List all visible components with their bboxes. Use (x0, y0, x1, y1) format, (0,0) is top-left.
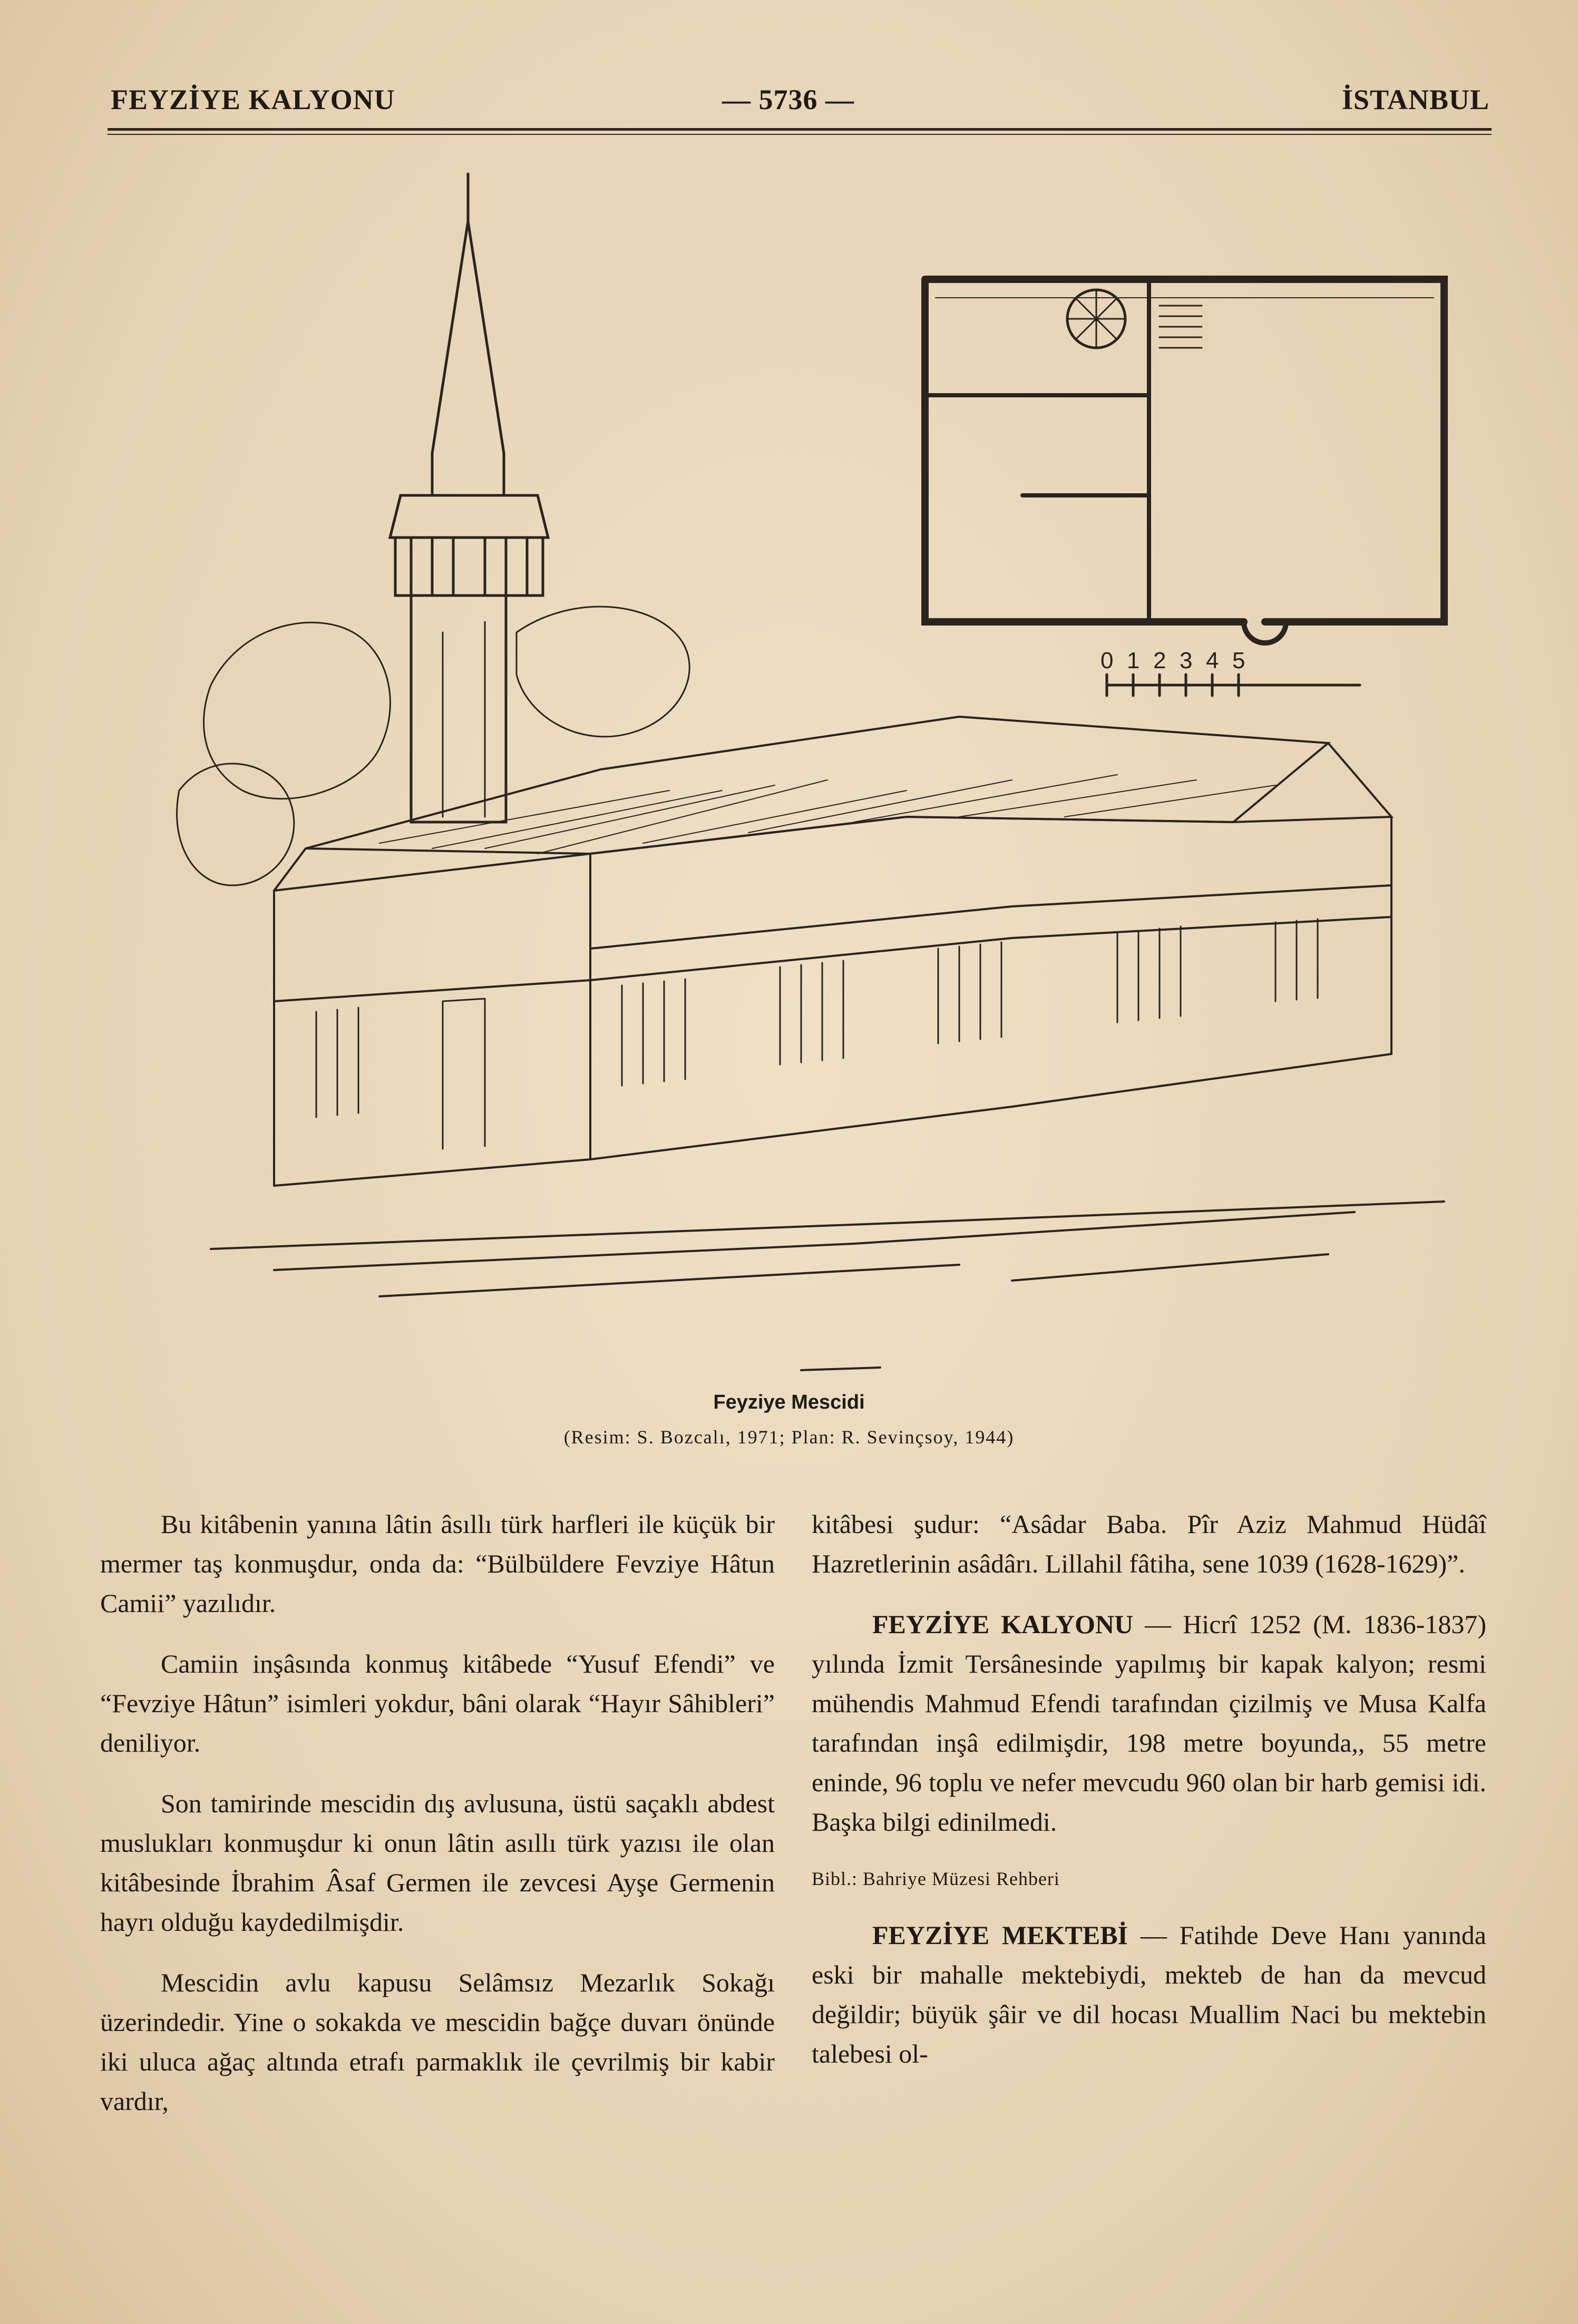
roof-hatching (379, 775, 1275, 854)
mosque-illustration (116, 158, 1486, 1412)
figure-caption-title: Feyziye Mescidi (713, 1391, 865, 1413)
entry-feyziye-kalyonu (812, 1605, 1486, 1842)
paragraph: Bu kitâbenin yanına lâtin âsıllı türk harfleri ile küçük bir mermer taş konmuşdur, onda da: “Bülbüldere Fevziye Hâtun Camii” yazılıdır. (100, 1509, 775, 1618)
header-entry-title: FEYZİYE KALYONU (111, 84, 395, 115)
running-header (111, 83, 1489, 125)
entry-title: FEYZİYE MEKTEBİ (872, 1920, 1128, 1950)
entry-text: — Hicrî 1252 (M. 1836-1837) yılında İzmit Tersânesinde yapılmış bir kapak kalyon; resmi mühendis Mahmud Efendi tarafından çizilmiş ve Musa Kalfa tarafından inşâ edilmişdir, 198 metre boyunda,, 55 metre eninde, 96 toplu ve nefer mevcudu 960 olan bir harb gemisi idi. Başka bilgi edinilmedi. (812, 1609, 1486, 1837)
window-bars (316, 919, 1318, 1149)
paragraph: Camiin inşâsında konmuş kitâbede “Yusuf Efendi” ve “Fevziye Hâtun” isimleri yokdur, bâni olarak “Hayır Sâhibleri” deniliyor. (100, 1649, 775, 1757)
paragraph: Son tamirinde mescidin dış avlusuna, üstü saçaklı abdest muslukları konmuşdur ki onun lâtin asıllı türk yazısı ile olan kitâbesinde İbrahim Âsaf Germen ile zevcesi Ayşe Germenin hayrı olduğu kaydedilmişdir. (100, 1789, 775, 1937)
right-column (812, 1505, 1486, 2095)
scale-label-2: 2 (1153, 648, 1166, 673)
header-volume-title: İSTANBUL (1341, 84, 1489, 115)
page-number: — 5736 — (722, 84, 854, 115)
floor-plan (925, 279, 1444, 643)
paragraph: Mescidin avlu kapusu Selâmsız Mezarlık Sokağı üzerindedir. Yine o sokakda ve mescidin bağçe duvarı önünde iki uluca ağaç altında etrafı parmaklık ile çevrilmiş bir kabir vardır, (100, 1968, 775, 2116)
minaret (390, 174, 548, 822)
scale-label-0: 0 (1100, 648, 1114, 673)
entry-feyziye-mektebi (812, 1916, 1486, 2074)
entry-title: FEYZİYE KALYONU (872, 1609, 1134, 1639)
header-rule-thin (108, 134, 1492, 135)
scale-labels (1100, 648, 1245, 673)
bibliography: Bibl.: Bahriye Müzesi Rehberi (812, 1868, 1060, 1889)
header-rule (108, 128, 1492, 131)
trees (177, 607, 690, 885)
plan-scale-bar (1107, 675, 1360, 696)
ground-lines (211, 1202, 1444, 1370)
scale-label-4: 4 (1206, 648, 1219, 673)
mosque-building (274, 717, 1391, 1186)
scale-label-1: 1 (1127, 648, 1140, 673)
scale-label-5: 5 (1232, 648, 1245, 673)
scale-label-3: 3 (1180, 648, 1193, 673)
paragraph: kitâbesi şudur: “Asâdar Baba. Pîr Aziz Mahmud Hüdâî Hazretlerinin asâdârı. Lillahil fâtiha, sene 1039 (1628-1629)”. (812, 1509, 1486, 1578)
entry-text: — Fatihde Deve Hanı yanında eski bir mahalle mektebiydi, mekteb de han da mevcud değildir; büyük şâir ve dil hocası Muallim Naci bu mektebin talebesi ol- (812, 1920, 1486, 2068)
left-column (100, 1505, 775, 2142)
figure-caption-credit: (Resim: S. Bozcalı, 1971; Plan: R. Sevinçsoy, 1944) (563, 1427, 1015, 1448)
